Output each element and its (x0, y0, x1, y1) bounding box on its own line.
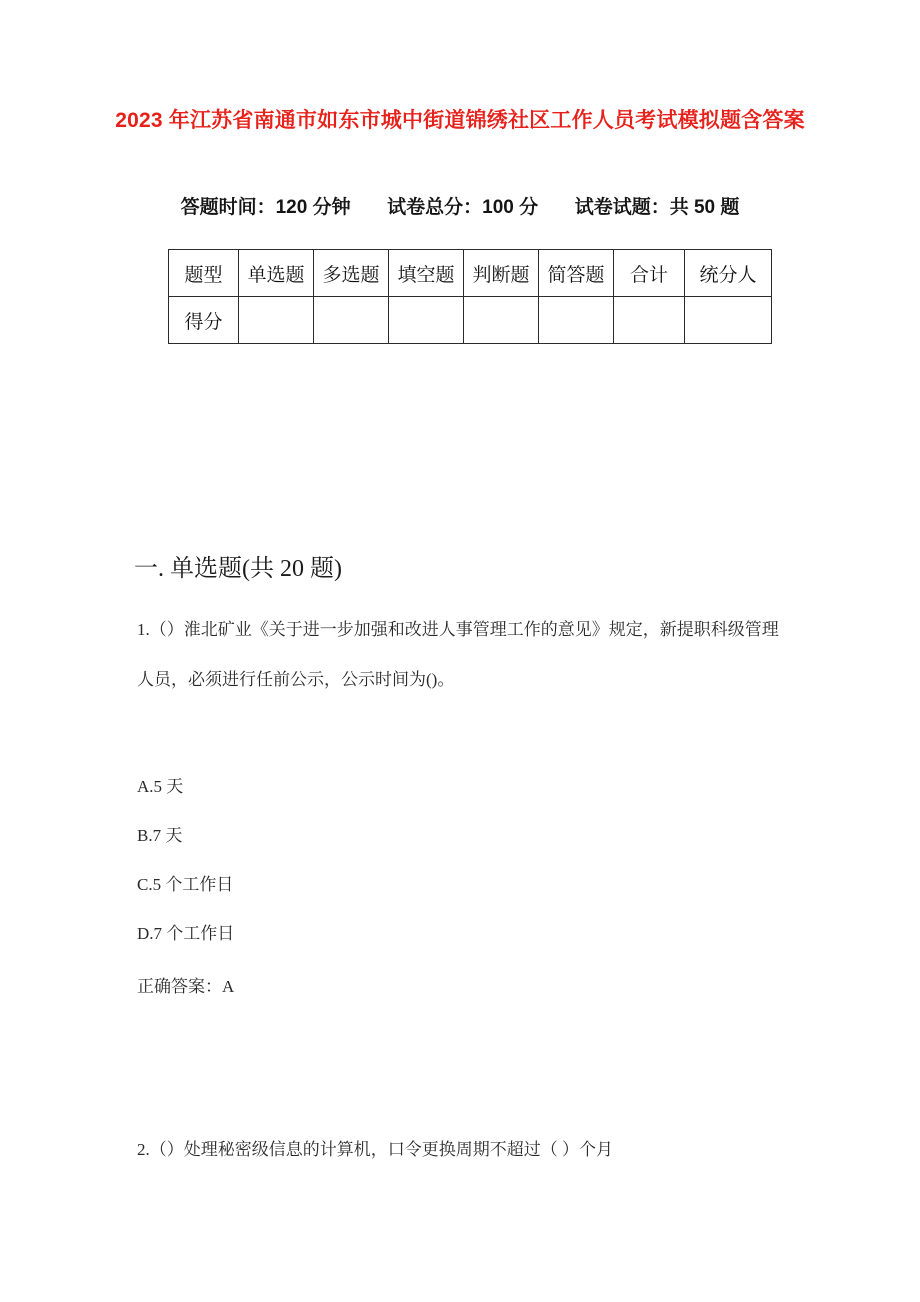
score-cell[interactable] (614, 297, 685, 344)
score-cell[interactable] (239, 297, 314, 344)
table-header-cell: 合计 (614, 250, 685, 297)
table-row-score (169, 297, 772, 344)
exam-info-line (0, 192, 920, 219)
option-b[interactable]: B.7 天 (137, 826, 183, 845)
score-cell[interactable] (464, 297, 539, 344)
options-list (137, 762, 797, 958)
score-table (168, 249, 772, 344)
question-text-line: 人员，必须进行任前公示，公示时间为()。 (137, 670, 455, 689)
exam-duration: 答题时间：120 分钟 (180, 197, 351, 218)
question-text-line: 2.（）处理秘密级信息的计算机，口令更换周期不超过（ ）个月 (137, 1140, 613, 1159)
table-header-cell: 判断题 (464, 250, 539, 297)
question-block-2 (137, 1125, 797, 1175)
score-cell[interactable] (685, 297, 772, 344)
exam-question-count: 试卷试题：共 50 题 (574, 197, 740, 218)
table-row-label: 得分 (169, 297, 239, 344)
table-row-header (169, 250, 772, 297)
option-c[interactable]: C.5 个工作日 (137, 875, 234, 894)
section-heading-single-choice: 一. 单选题(共 20 题) (134, 556, 342, 582)
table-header-cell: 多选题 (314, 250, 389, 297)
correct-answer: 正确答案：A (137, 977, 235, 996)
question-text-line: 1.（）淮北矿业《关于进一步加强和改进人事管理工作的意见》规定，新提职科级管理 (137, 620, 779, 639)
table-header-cell: 简答题 (539, 250, 614, 297)
score-cell[interactable] (314, 297, 389, 344)
answer-wrap (137, 967, 797, 1007)
question-block-1 (137, 605, 797, 1007)
option-a[interactable]: A.5 天 (137, 777, 184, 796)
table-header-cell: 填空题 (389, 250, 464, 297)
exam-total-score: 试卷总分：100 分 (387, 197, 539, 218)
score-cell[interactable] (389, 297, 464, 344)
table-header-cell: 题型 (169, 250, 239, 297)
table-header-cell: 统分人 (685, 250, 772, 297)
score-cell[interactable] (539, 297, 614, 344)
table-header-cell: 单选题 (239, 250, 314, 297)
page-title: 2023 年江苏省南通市如东市城中街道锦绣社区工作人员考试模拟题含答案 (115, 109, 805, 132)
option-d[interactable]: D.7 个工作日 (137, 924, 235, 943)
